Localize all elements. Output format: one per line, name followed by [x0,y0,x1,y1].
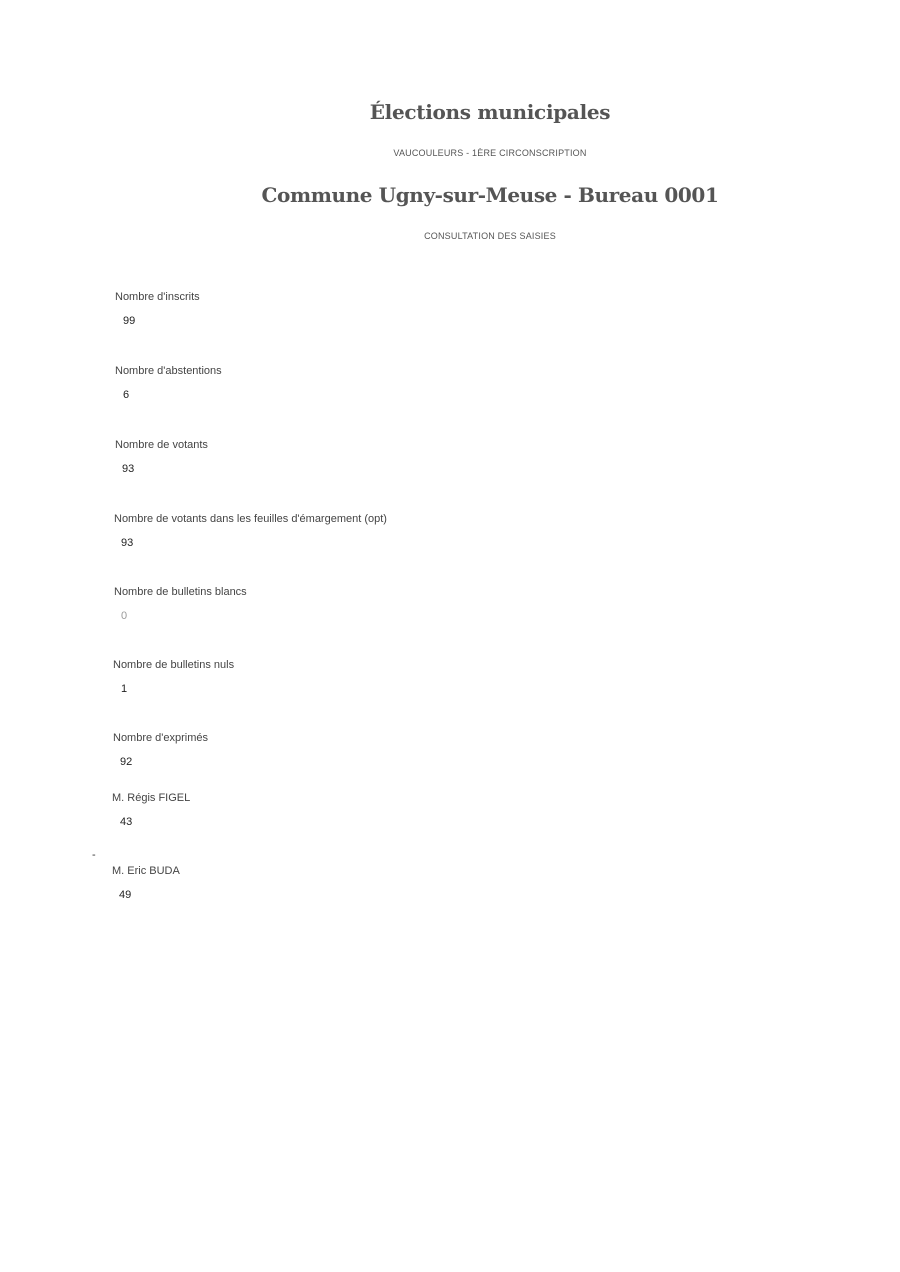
candidate-value-buda: 49 [119,889,132,901]
nuls-label: Nombre de bulletins nuls [113,659,235,671]
votants-emargement-value: 93 [121,537,134,549]
candidate-label-buda: M. Eric BUDA [112,865,180,877]
votants-label: Nombre de votants [115,439,208,451]
commune-heading: Commune Ugny-sur-Meuse - Bureau 0001 [261,183,719,207]
votants-value: 93 [122,463,135,475]
stray-dash-mark: - [92,849,96,861]
inscrits-value: 99 [123,315,136,327]
blancs-label: Nombre de bulletins blancs [114,586,247,598]
page-title: Élections municipales [369,100,611,124]
inscrits-label: Nombre d'inscrits [115,291,200,303]
votants-emargement-label: Nombre de votants dans les feuilles d'émargement (opt) [114,513,387,525]
nuls-value: 1 [121,683,128,695]
abstentions-value: 6 [123,389,130,401]
exprimes-value: 92 [120,756,133,768]
candidate-label-figel: M. Régis FIGEL [112,792,191,804]
blancs-value: 0 [121,610,128,622]
circonscription-subtitle: VAUCOULEURS - 1ÈRE CIRCONSCRIPTION [393,148,587,158]
candidate-value-figel: 43 [120,816,133,828]
exprimes-label: Nombre d'exprimés [113,732,209,744]
abstentions-label: Nombre d'abstentions [115,365,222,377]
section-caption: CONSULTATION DES SAISIES [424,231,556,241]
